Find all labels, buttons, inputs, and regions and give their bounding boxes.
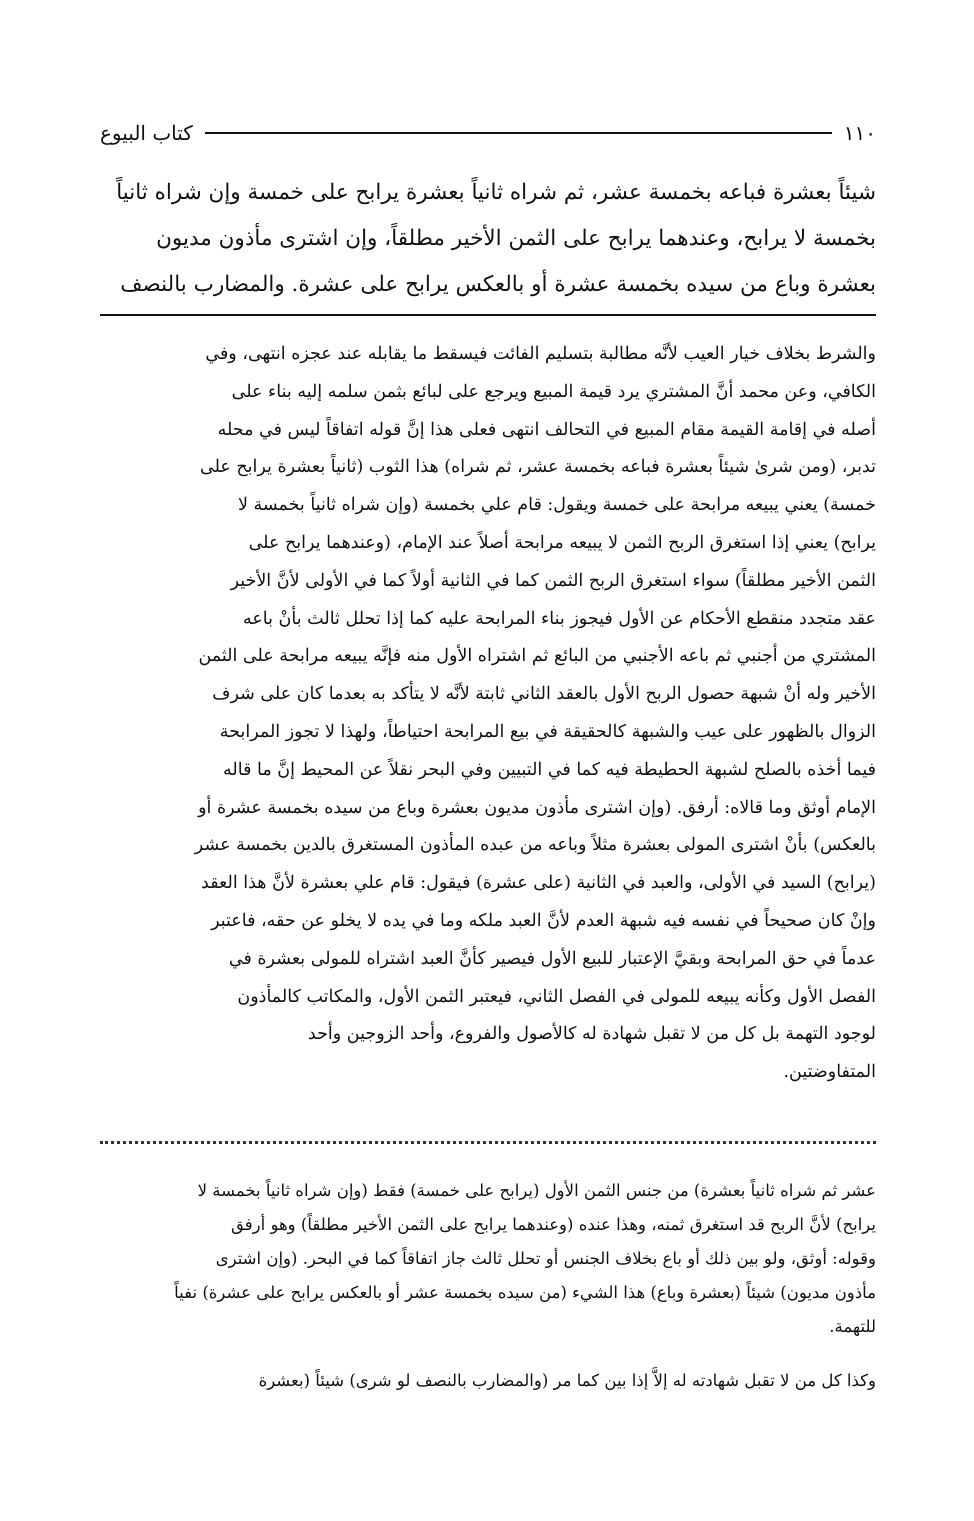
commentary-line: (يرابح) السيد في الأولى، والعبد في الثانية (على عشرة) فيقول: قام علي بعشرة لأنَّ هذا العقد bbox=[201, 873, 876, 894]
commentary-line: خمسة) يعني يبيعه مرابحة على خمسة ويقول: قام علي بخمسة (وإن شراه ثانياً بخمسة لا bbox=[237, 495, 876, 516]
book-title: كتاب البيوع bbox=[100, 121, 193, 145]
commentary-line: تدبر، (ومن شرىٰ شيئاً بعشرة فباعه بخمسة عشر، ثم شراه) هذا الثوب (ثانياً بعشرة يرابح على bbox=[199, 457, 876, 478]
commentary-line: المتفاوضتين. bbox=[783, 1062, 876, 1083]
commentary-divider bbox=[100, 1141, 876, 1144]
commentary-line: بالعكس) بأنْ اشترى المولى بعشرة مثلاً وباعه من عبده المأذون المستغرق بالدين بخمسة عشر bbox=[194, 835, 876, 856]
secondary-line: وقوله: أوثق، ولو بين ذلك أو باع بخلاف الجنس أو تحلل ثالث جاز اتفاقاً كما في البحر. (وإن اشترى bbox=[215, 1249, 876, 1268]
secondary-line: للتهمة. bbox=[829, 1317, 876, 1336]
commentary-secondary bbox=[100, 1174, 876, 1344]
commentary-secondary-last-paragraph bbox=[100, 1364, 876, 1398]
main-text-line: بخمسة لا يرابح، وعندهما يرابح على الثمن الأخير مطلقاً، وإن اشترى مأذون مديون bbox=[156, 226, 876, 251]
page-header bbox=[100, 118, 876, 148]
main-text-line: شيئاً بعشرة فباعه بخمسة عشر، ثم شراه ثانياً بعشرة يرابح على خمسة وإن شراه ثانياً bbox=[116, 180, 876, 205]
commentary-line: الإمام أوثق وما قالاه: أرفق. (وإن اشترى مأذون مديون بعشرة وباع من سيده بخمسة عشرة أو bbox=[198, 797, 876, 818]
main-text-divider bbox=[100, 314, 876, 316]
commentary-line: الأخير وله أنْ شبهة حصول الربح الأول بالعقد الثاني ثابتة لأنَّه لا يتأكد به بعدما كان على شرف bbox=[212, 684, 876, 705]
commentary-line: عدماً في حق المرابحة وبقيَّ الإعتبار للبيع الأول فيصير كأنَّ العبد اشتراه للمولى بعشرة في bbox=[228, 948, 876, 969]
commentary-line: فيما أخذه بالصلح لشبهة الحطيطة فيه كما في التبيين وفي البحر نقلاً عن المحيط إنَّ ما قاله bbox=[223, 759, 876, 780]
secondary-line: وكذا كل من لا تقبل شهادته له إلاَّ إذا بين كما مر (والمضارب بالنصف لو شرى) شيئاً (بعشرة bbox=[258, 1371, 876, 1390]
page-number: ١١٠ bbox=[843, 121, 876, 145]
header-rule bbox=[205, 132, 832, 134]
secondary-line: مأذون مديون) شيئاً (بعشرة وباع) هذا الشيء (من سيده بخمسة عشر أو بالعكس يرابح على عشرة) نفياً bbox=[174, 1283, 876, 1302]
commentary-line: الكافي، وعن محمد أنَّ المشتري يرد قيمة المبيع ويرجع على لبائع بثمن سلمه إليه بناء على bbox=[231, 381, 876, 402]
secondary-line: يرابح) لأنَّ الربح قد استغرق ثمنه، وهذا عنده (وعندهما يرابح على الثمن الأخير مطلقاً) وهو أرفق bbox=[231, 1215, 876, 1234]
commentary-line: يرابح) يعني إذا استغرق الربح الثمن لا يبيعه مرابحة أصلاً عند الإمام، (وعندهما يرابح على bbox=[248, 532, 876, 553]
commentary-line: الثمن الأخير مطلقاً) سواء استغرق الربح الثمن كما في الثانية أولاً كما في الأولى لأنَّ الأخير bbox=[230, 570, 876, 591]
commentary-line: الفصل الأول وكأنه يبيعه للمولى في الفصل الثاني، فيعتبر الثمن الأول، والمكاتب كالمأذون bbox=[237, 986, 876, 1007]
commentary-line: المشتري من أجنبي ثم باعه الأجنبي من البائع ثم اشتراه الأول منه فإنَّه يبيعه مرابحة على الثمن bbox=[198, 646, 876, 667]
commentary-line: وإنْ كان صحيحاً في نفسه فيه شبهة العدم لأنَّ العبد ملكه وما في يده لا يخلو عن حقه، فاعتبر bbox=[211, 910, 876, 931]
commentary-main bbox=[100, 336, 876, 1092]
commentary-line: عقد متجدد منقطع الأحكام عن الأول فيجوز بناء المرابحة عليه كما إذا تحلل ثالث بأنْ باعه bbox=[242, 608, 876, 629]
secondary-line: عشر ثم شراه ثانياً بعشرة) من جنس الثمن الأول (يرابح على خمسة) فقط (وإن شراه ثانياً بخمسة لا bbox=[197, 1181, 876, 1200]
commentary-line: لوجود التهمة بل كل من لا تقبل شهادة له كالأصول والفروع، وأحد الزوجين وأحد bbox=[307, 1024, 876, 1045]
commentary-line: الزوال بالظهور على عيب والشبهة كالحقيقة في بيع المرابحة احتياطاً، ولهذا لا تجوز المرابحة bbox=[219, 721, 876, 742]
main-text-line: بعشرة وباع من سيده بخمسة عشرة أو بالعكس يرابح على عشرة. والمضارب بالنصف bbox=[120, 272, 876, 297]
commentary-line: والشرط بخلاف خيار العيب لأنَّه مطالبة بتسليم الفائت فيسقط ما يقابله عند عجزه انتهى، وفي bbox=[205, 344, 876, 364]
main-text bbox=[100, 170, 876, 308]
commentary-line: أصله في إقامة القيمة مقام المبيع في التحالف انتهى فعلى هذا إنَّ قوله اتفاقاً ليس في محله bbox=[217, 419, 876, 440]
